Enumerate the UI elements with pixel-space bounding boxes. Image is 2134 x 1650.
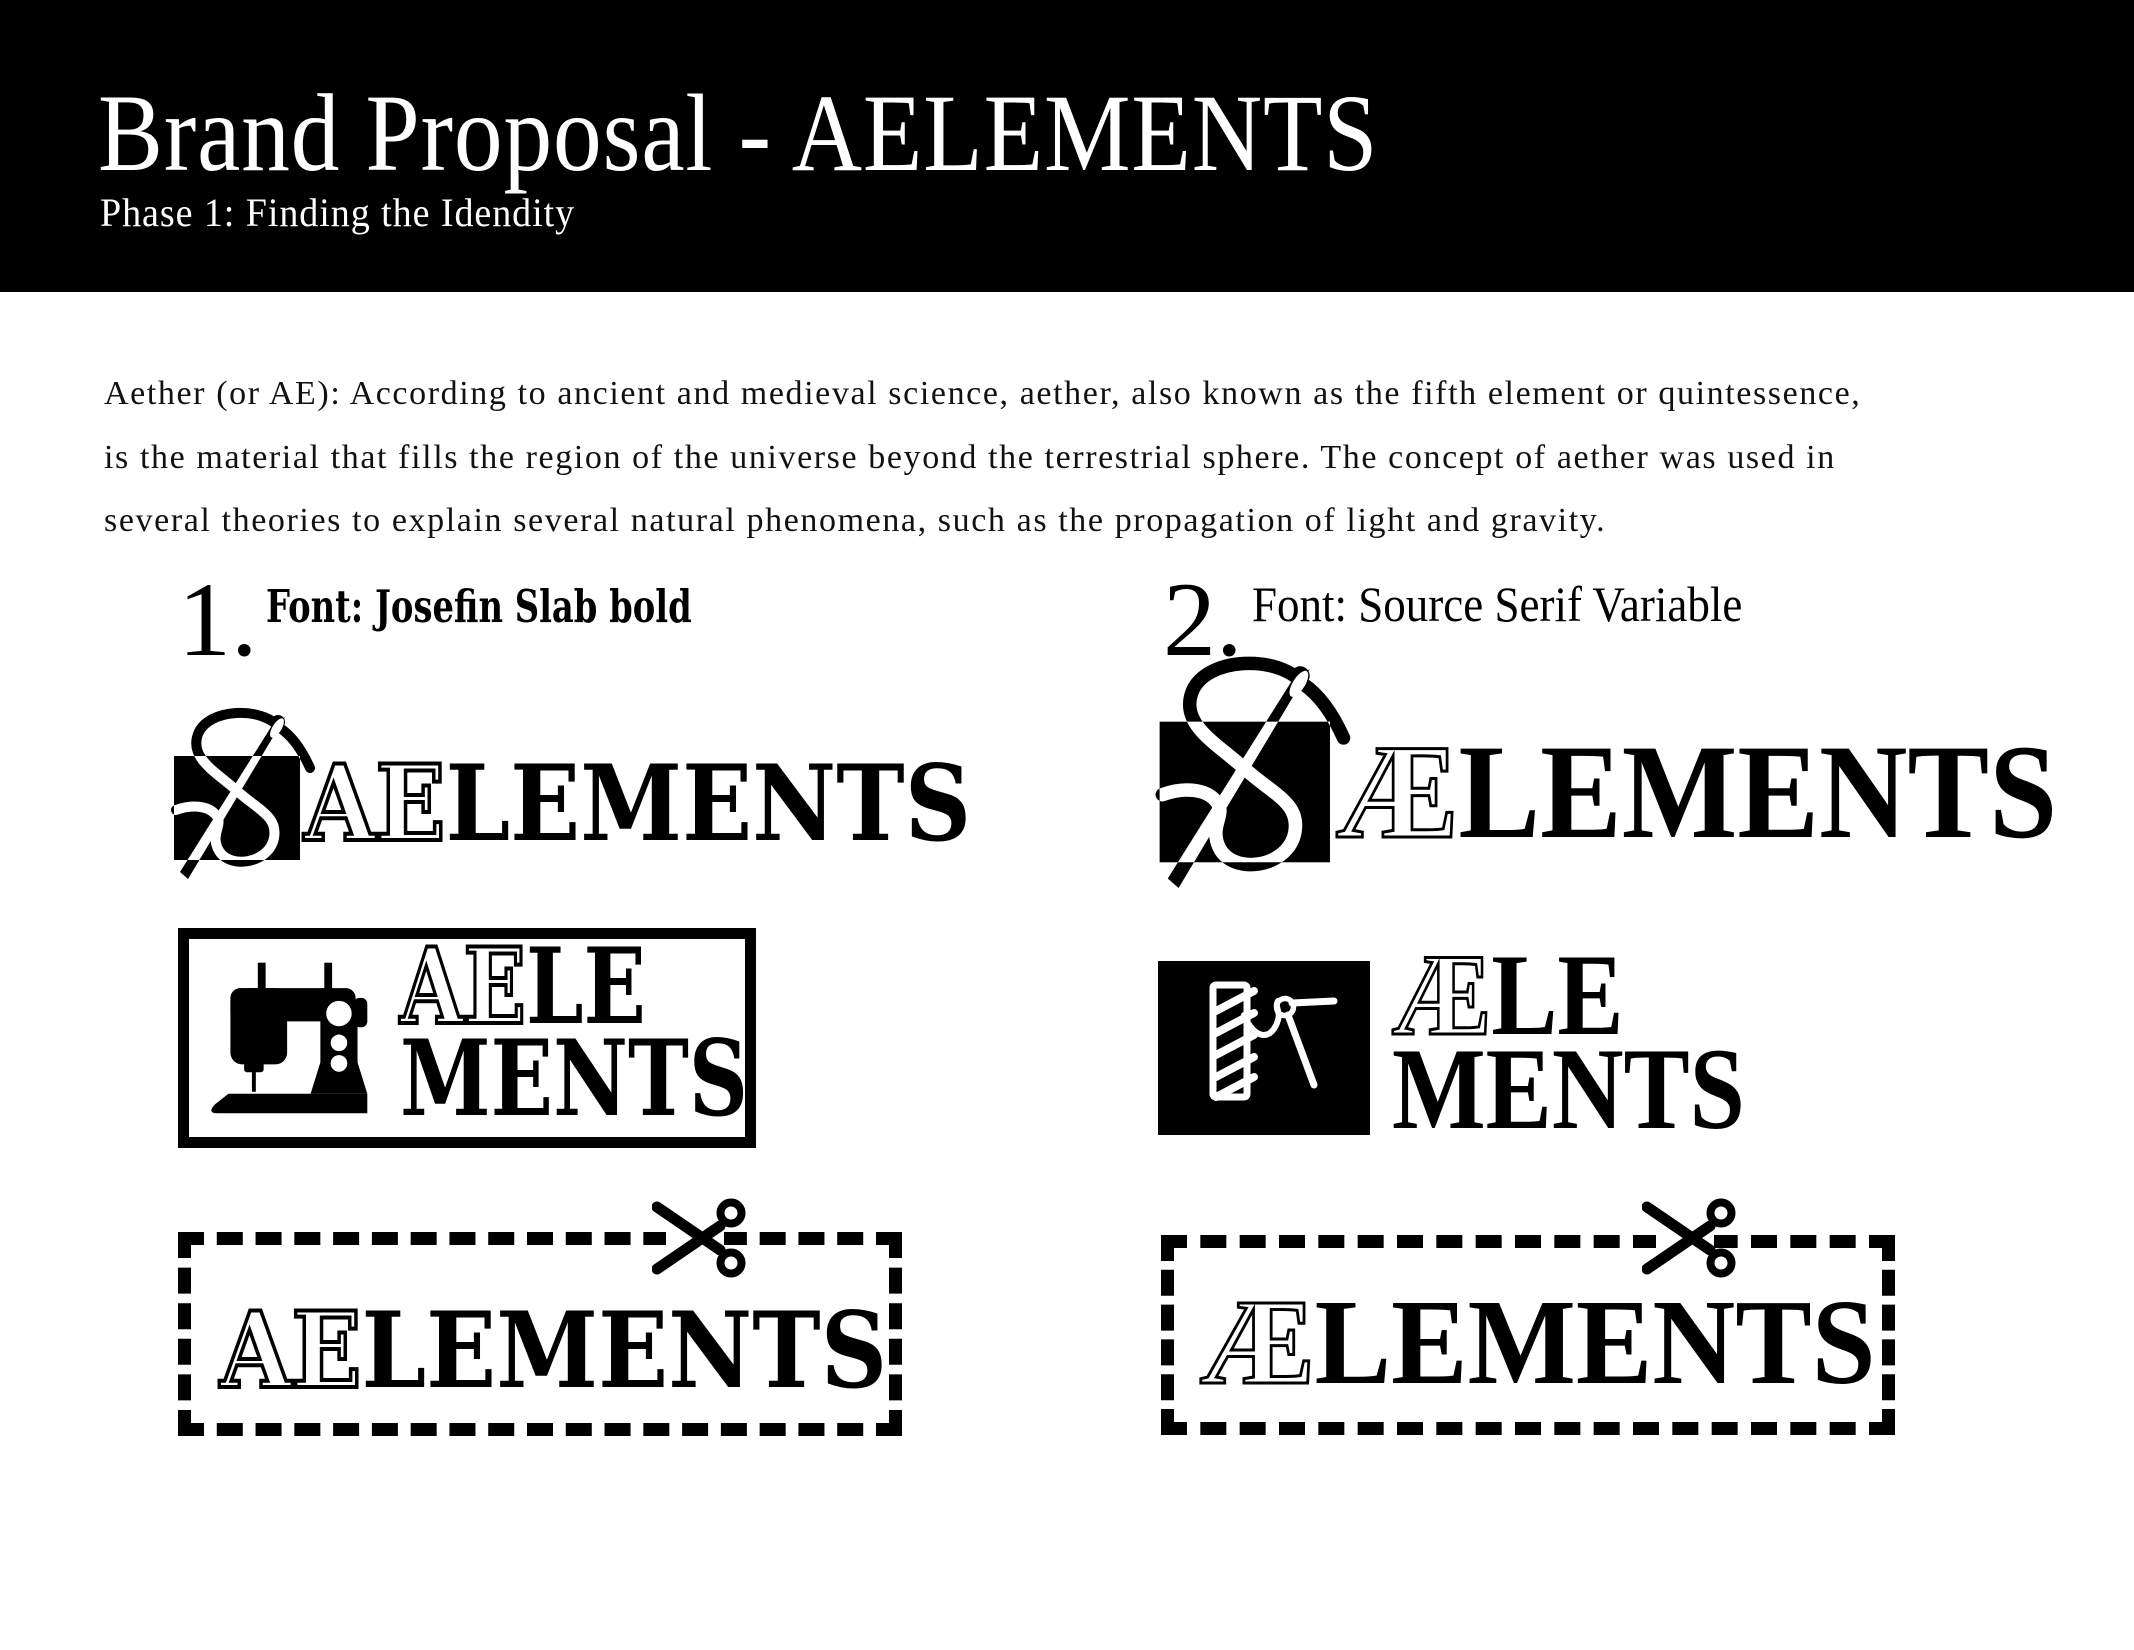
intro-line-2: is the material that fills the region of the universe beyond the terrestrial sphere. The concept of aether was used in	[104, 438, 1836, 476]
scissors-icon	[652, 1198, 748, 1278]
wordmark-rest: LEMENTS	[361, 1288, 888, 1412]
section-2-number: 2.	[1163, 561, 1243, 678]
stacked-line-2: MENTS	[1392, 1025, 1745, 1154]
intro-line-3: several theories to explain several natural phenomena, such as the propagation of light and gravity.	[104, 502, 1607, 539]
wordmark-prefix-outline: Æ	[1200, 1275, 1315, 1410]
wordmark-rest: LEMENTS	[1458, 718, 2058, 867]
wordmark-aelements	[304, 741, 972, 865]
stacked-prefix-outline: Æ	[1392, 931, 1492, 1060]
stacked-wordmark-aelements	[1392, 931, 1745, 1154]
wordmark-rest: LEMENTS	[1314, 1275, 1876, 1410]
wordmark-prefix-outline: Æ	[1336, 718, 1459, 867]
section-2-font-label: Font: Source Serif Variable	[1252, 576, 1743, 632]
wordmark-prefix-outline: AE	[304, 741, 446, 865]
intro-line-1: Aether (or AE): According to ancient and medieval science, aether, also known as the fifth element or quintessence,	[104, 375, 1862, 412]
wordmark-prefix-outline: AE	[220, 1288, 362, 1412]
header	[0, 0, 2134, 292]
stacked-line-2: MENTS	[400, 1016, 749, 1140]
embroidery-stitch-icon	[1158, 961, 1370, 1135]
section-1-font-label: Font: Josefin Slab bold	[266, 580, 692, 633]
sewing-machine-icon	[205, 955, 381, 1119]
intro-paragraph	[104, 362, 1861, 553]
stacked-prefix-outline: AE	[400, 924, 526, 1048]
page-subtitle: Phase 1: Finding the Idendity	[100, 190, 576, 235]
section-1-number: 1.	[178, 561, 258, 678]
stacked-line1-rest: LE	[1491, 931, 1624, 1060]
wordmark-aelements-cut	[1200, 1275, 1876, 1410]
wordmark-aelements	[1336, 718, 2058, 867]
wordmark-aelements-cut	[220, 1288, 888, 1412]
wordmark-rest: LEMENTS	[445, 741, 972, 865]
stacked-wordmark-aelements	[400, 924, 749, 1140]
stacked-line1-rest: LE	[525, 924, 646, 1048]
page-title: Brand Proposal - AELEMENTS	[98, 72, 1379, 194]
scissors-icon	[1642, 1198, 1738, 1278]
